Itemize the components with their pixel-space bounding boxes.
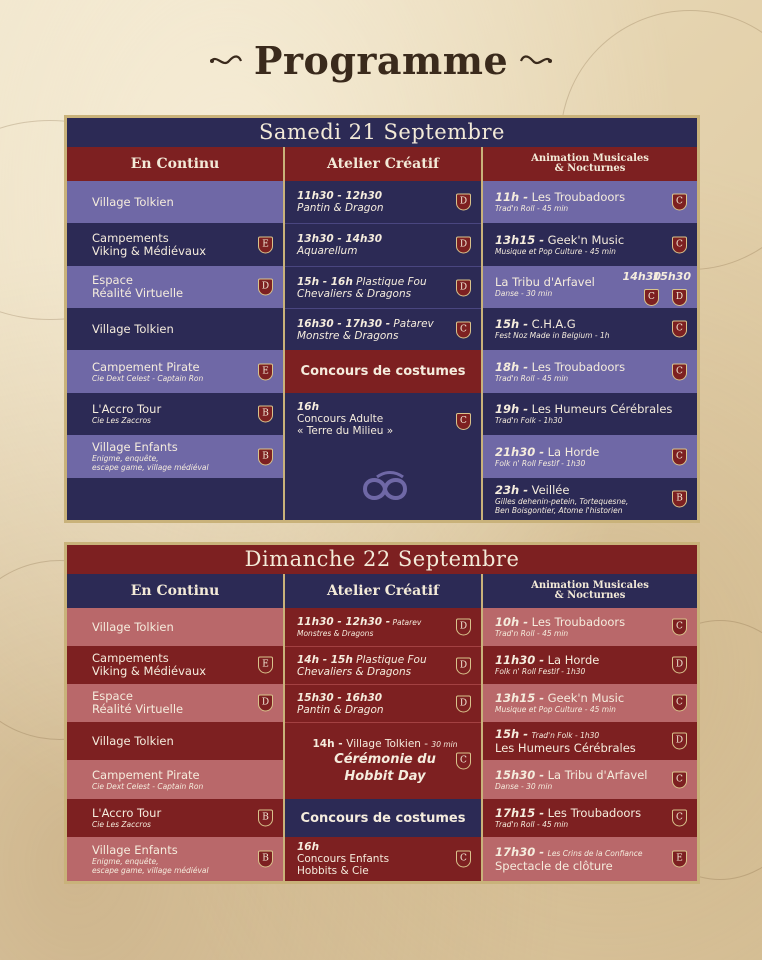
- list-item: [67, 799, 283, 837]
- item-name-2: Viking & Médiévaux: [92, 243, 207, 258]
- act-name: Veillée: [527, 482, 570, 497]
- shield-icon: E: [672, 851, 687, 868]
- act-name: Les Humeurs Cérébrales: [495, 740, 636, 755]
- list-item: [483, 478, 697, 520]
- item-after: Trad'n Folk - 1h30: [531, 730, 600, 740]
- day-title: Samedi 21 Septembre: [67, 118, 697, 147]
- item-name: [495, 654, 689, 667]
- shield-icon: D: [456, 695, 471, 712]
- time-label: 11h30 - 12h30 -: [297, 616, 391, 628]
- item-name: Village Enfants: [92, 440, 178, 454]
- column-headers: [67, 574, 697, 608]
- time-label: 21h30 -: [495, 444, 544, 459]
- item-sub: Trad'n Roll - 45 min: [495, 204, 569, 213]
- list-item: [483, 223, 697, 266]
- page-header: [0, 38, 762, 98]
- shield-icon: D: [258, 279, 273, 296]
- header-animation-line1: Animation Musicales: [531, 580, 649, 591]
- shield-icon: D: [258, 695, 273, 712]
- item-sub: Cie Dext Celest - Captain Ron: [92, 373, 204, 383]
- list-item: [483, 760, 697, 799]
- list-item: [67, 760, 283, 799]
- list-item: [483, 350, 697, 393]
- list-item: [483, 684, 697, 722]
- act-name: Les Troubadoors: [543, 806, 642, 820]
- item-name: [495, 484, 689, 497]
- item-time: [297, 190, 473, 202]
- list-item: [483, 799, 697, 837]
- time-label: 14h30: [622, 270, 661, 283]
- item-after: Plastique Fou: [352, 275, 427, 288]
- shield-icon: C: [672, 771, 687, 788]
- shield-icon: D: [672, 657, 687, 674]
- list-item: [285, 223, 481, 266]
- shield-icon: D: [456, 237, 471, 254]
- header-continu: En Continu: [67, 147, 285, 181]
- act-name: Geek'n Music: [543, 232, 625, 247]
- header-atelier: Atelier Créatif: [285, 574, 483, 608]
- header-animation-line2: & Nocturnes: [554, 163, 626, 174]
- list-item: [483, 266, 697, 308]
- item-sub-2: escape game, village médiéval: [92, 463, 209, 472]
- animation-column: [483, 181, 697, 520]
- act-name: La Horde: [543, 653, 600, 667]
- shield-icon: C: [672, 236, 687, 253]
- shield-icon: C: [672, 695, 687, 712]
- concours-banner: Concours de costumes: [285, 799, 481, 837]
- time-label: 11h30 -: [495, 653, 544, 667]
- item-after: Plastique Fou: [352, 653, 427, 666]
- item-title: Monstres & Dragons: [297, 629, 374, 638]
- animation-column: [483, 608, 697, 881]
- item-sub: Danse - 30 min: [495, 289, 553, 298]
- item-title-2: Hobbits & Cie: [297, 865, 369, 877]
- shield-icon: D: [456, 279, 471, 296]
- item-name: Village Tolkien: [92, 733, 174, 748]
- item-time: [313, 738, 458, 751]
- act-name: Les Troubadoors: [527, 615, 626, 629]
- list-item: [483, 308, 697, 350]
- atelier-column: [285, 608, 483, 881]
- list-item: [483, 837, 697, 881]
- item-name: [495, 403, 689, 416]
- item-name: [495, 807, 689, 820]
- time-label: 14h - 15h: [297, 653, 353, 666]
- shield-icon: B: [258, 448, 273, 465]
- shield-icon: D: [672, 289, 687, 306]
- day-title: Dimanche 22 Septembre: [67, 545, 697, 574]
- flourish-right-icon: [519, 54, 553, 68]
- act-name: Les Troubadoors: [527, 190, 626, 204]
- time-label: 15h30 - 16h30: [297, 691, 383, 704]
- list-item: [285, 646, 481, 684]
- item-time: [297, 276, 473, 288]
- empty-cell: [67, 478, 283, 520]
- item-name: Espace: [92, 273, 134, 287]
- time-label: 15h -: [495, 726, 528, 741]
- item-title: Pantin & Dragon: [297, 703, 384, 716]
- item-sub: Folk n' Roll Festif - 1h30: [495, 458, 586, 468]
- item-after: Patarev: [390, 317, 434, 330]
- item-sub: Fest Noz Made in Belgium - 1h: [495, 331, 610, 340]
- list-item: [67, 646, 283, 684]
- act-name: La Horde: [543, 444, 600, 459]
- time-label: 15h30 -: [495, 767, 544, 782]
- list-item: [285, 837, 481, 881]
- item-time: [297, 654, 473, 666]
- item-sub: Cie Les Zaccros: [92, 820, 151, 829]
- time-label: 16h: [297, 401, 320, 413]
- item-sub: Enigme, enquête,: [92, 856, 159, 866]
- list-item: [67, 837, 283, 881]
- item-name: Campements: [92, 651, 169, 665]
- item-name: Village Enfants: [92, 842, 178, 857]
- act-name: La Tribu d'Arfavel: [543, 767, 648, 782]
- item-name: [495, 728, 689, 742]
- list-item: [67, 722, 283, 760]
- shield-icon: C: [456, 321, 471, 338]
- item-name-2: Réalité Virtuelle: [92, 286, 184, 300]
- list-item: [285, 181, 481, 223]
- item-time: [297, 841, 473, 853]
- act-name: Les Troubadoors: [527, 359, 626, 374]
- item-name-2: Réalité Virtuelle: [92, 702, 184, 716]
- shield-icon: C: [672, 363, 687, 380]
- shield-icon: D: [456, 194, 471, 211]
- list-item: [483, 393, 697, 435]
- shield-icon: B: [258, 810, 273, 827]
- atelier-column: [285, 181, 483, 520]
- time-label: 14h -: [312, 737, 347, 750]
- item-name: [495, 191, 689, 204]
- time-label: 13h15 -: [495, 691, 544, 705]
- time-label: 16h: [297, 841, 320, 853]
- item-time: [297, 692, 473, 704]
- continu-column: [67, 608, 285, 881]
- time-label: 13h15 -: [495, 232, 544, 247]
- item-sub: Danse - 30 min: [495, 781, 553, 791]
- item-title: Chevaliers & Dragons: [297, 287, 412, 300]
- list-item: [67, 266, 283, 308]
- act-name: Geek'n Music: [543, 691, 625, 705]
- infinity-knot-icon: [355, 467, 415, 507]
- list-item: [285, 684, 481, 722]
- shield-icon: D: [456, 619, 471, 636]
- shield-icon: B: [258, 406, 273, 423]
- item-duration: 30 min: [431, 739, 458, 749]
- continu-column: [67, 181, 285, 520]
- list-item: [67, 393, 283, 435]
- act-name: Les Humeurs Cérébrales: [527, 402, 673, 416]
- time-label: 19h -: [495, 402, 528, 416]
- item-name: [495, 361, 689, 374]
- concours-banner: Concours de costumes: [285, 350, 481, 393]
- event-title-2: Hobbit Day: [344, 768, 426, 784]
- item-sub: Musique et Pop Culture - 45 min: [495, 705, 616, 714]
- item-name: L'Accro Tour: [92, 402, 162, 416]
- time-label: 23h -: [495, 482, 528, 497]
- time-label: 15h30: [652, 270, 691, 283]
- shield-icon: C: [644, 289, 659, 306]
- time-label: 11h -: [495, 190, 528, 204]
- list-item: [67, 181, 283, 223]
- item-sub: Trad'n Roll - 45 min: [495, 373, 569, 383]
- list-item: [483, 435, 697, 478]
- item-title: Monstre & Dragons: [297, 329, 399, 342]
- item-name: Espace: [92, 689, 134, 703]
- list-item: [483, 646, 697, 684]
- item-title: Concours Adulte: [297, 413, 384, 425]
- header-animation: [483, 574, 697, 608]
- header-continu: En Continu: [67, 574, 285, 608]
- shield-icon: C: [456, 753, 471, 770]
- item-name: Campement Pirate: [92, 767, 200, 782]
- item-sub-2: escape game, village médiéval: [92, 865, 209, 875]
- item-after: Patarev: [390, 618, 422, 627]
- item-sub: Cie Les Zaccros: [92, 416, 151, 425]
- item-name: [495, 846, 689, 860]
- shield-icon: E: [258, 657, 273, 674]
- item-title: Aquarellum: [297, 245, 358, 257]
- item-name: Village Tolkien: [92, 194, 174, 209]
- header-animation-line1: Animation Musicales: [531, 153, 649, 164]
- item-name-2: Viking & Médiévaux: [92, 664, 207, 678]
- time-label: 10h -: [495, 615, 528, 629]
- item-title: Concours Enfants: [297, 853, 390, 865]
- item-sub: Cie Dext Celest - Captain Ron: [92, 781, 204, 791]
- list-item: [67, 435, 283, 478]
- item-name: [495, 616, 689, 629]
- time-label: 15h - 16h: [297, 275, 353, 288]
- item-name: Campement Pirate: [92, 359, 200, 374]
- list-item: [483, 608, 697, 646]
- list-item: [285, 266, 481, 308]
- shield-icon: C: [672, 194, 687, 211]
- header-atelier: Atelier Créatif: [285, 147, 483, 181]
- item-after: Les Crins de la Confiance: [547, 848, 643, 858]
- shield-icon: E: [258, 236, 273, 253]
- item-title-2: « Terre du Milieu »: [297, 425, 394, 437]
- item-name: [495, 769, 689, 782]
- item-name: [495, 318, 689, 331]
- item-sub: Musique et Pop Culture - 45 min: [495, 246, 616, 256]
- time-label: 16h30 - 17h30 -: [297, 317, 391, 330]
- page-title: Programme: [253, 38, 509, 83]
- item-time: [297, 616, 473, 629]
- list-item: [285, 308, 481, 350]
- act-name: C.H.A.G: [527, 317, 576, 331]
- time-label: 15h -: [495, 317, 528, 331]
- column-headers: [67, 147, 697, 181]
- list-item: [285, 393, 481, 453]
- item-sub: Trad'n Roll - 45 min: [495, 629, 569, 638]
- shield-icon: B: [258, 851, 273, 868]
- shield-icon: C: [672, 448, 687, 465]
- list-item: [67, 223, 283, 266]
- item-sub: Trad'n Folk - 1h30: [495, 416, 563, 425]
- item-name: Village Tolkien: [92, 619, 174, 634]
- sunday-schedule: [64, 542, 700, 884]
- item-time: [297, 401, 473, 413]
- time-label: 13h30 - 14h30: [297, 233, 383, 245]
- item-sub: Folk n' Roll Festif - 1h30: [495, 667, 586, 676]
- item-name: La Tribu d'Arfavel: [495, 275, 595, 289]
- shield-icon: E: [258, 363, 273, 380]
- item-time: [297, 318, 473, 330]
- list-item: [67, 608, 283, 646]
- item-sub: Enigme, enquête,: [92, 454, 159, 463]
- item-sub: Gilles dehenin-petein, Tortequesne,: [495, 496, 629, 506]
- item-sub-2: Ben Boisgontier, Atome l'historien: [495, 505, 623, 515]
- shield-icon: D: [672, 733, 687, 750]
- shield-icon: C: [456, 413, 471, 430]
- item-time: [297, 233, 473, 245]
- time-label: 11h30 - 12h30: [297, 190, 383, 202]
- item-name: [495, 446, 689, 459]
- item-title: Chevaliers & Dragons: [297, 665, 412, 678]
- item-name: [495, 692, 689, 705]
- time-label: 18h -: [495, 359, 528, 374]
- shield-icon: C: [456, 851, 471, 868]
- shield-icon: D: [456, 657, 471, 674]
- time-label: 17h30 -: [495, 844, 544, 859]
- list-item: [285, 722, 481, 799]
- saturday-schedule: [64, 115, 700, 523]
- header-animation: [483, 147, 697, 181]
- item-name: Village Tolkien: [92, 321, 174, 336]
- list-item: [285, 608, 481, 646]
- shield-icon: C: [672, 321, 687, 338]
- list-item: [67, 308, 283, 350]
- header-animation-line2: & Nocturnes: [554, 590, 626, 601]
- item-name: L'Accro Tour: [92, 806, 162, 820]
- shield-icon: C: [672, 810, 687, 827]
- shield-icon: B: [672, 491, 687, 508]
- item-title: Pantin & Dragon: [297, 202, 384, 214]
- list-item: [483, 722, 697, 760]
- item-after: Village Tolkien -: [346, 737, 432, 750]
- event-title: Cérémonie du: [334, 751, 436, 767]
- list-item: [67, 684, 283, 722]
- shield-icon: C: [672, 619, 687, 636]
- item-name: Campements: [92, 230, 169, 245]
- knot-emblem: [285, 453, 481, 520]
- item-name: [495, 234, 689, 247]
- flourish-left-icon: [209, 54, 243, 68]
- act-name: Spectacle de clôture: [495, 858, 613, 873]
- time-label: 17h15 -: [495, 806, 544, 820]
- list-item: [483, 181, 697, 223]
- list-item: [67, 350, 283, 393]
- item-sub: Trad'n Roll - 45 min: [495, 820, 569, 829]
